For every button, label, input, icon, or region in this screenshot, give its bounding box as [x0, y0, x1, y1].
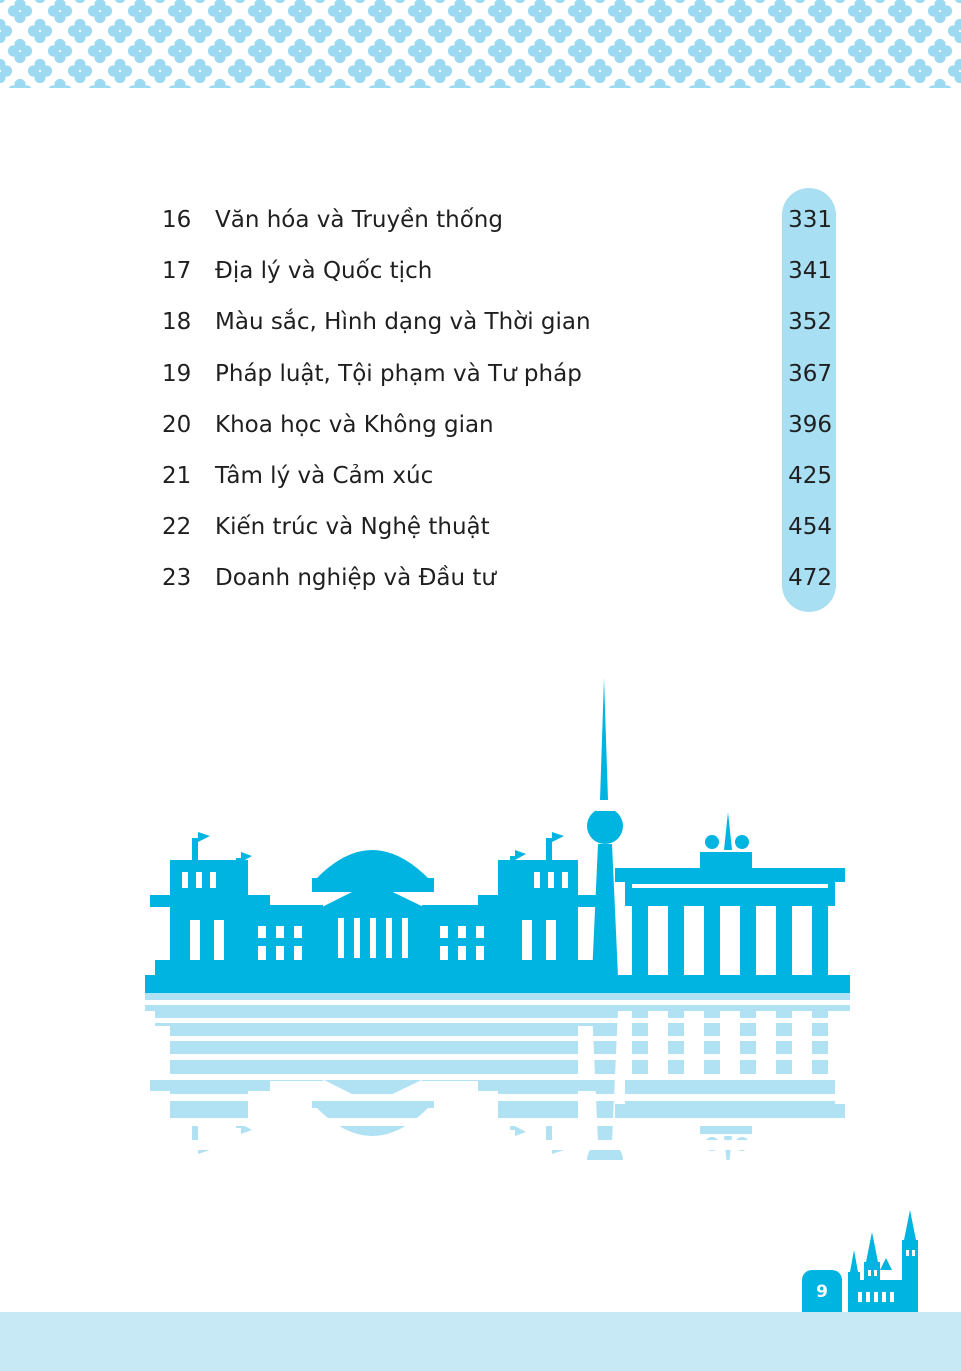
chapter-title: Kiến trúc và Nghệ thuật: [215, 514, 490, 540]
chapter-title: Màu sắc, Hình dạng và Thời gian: [215, 309, 591, 335]
chapter-number: 20: [162, 412, 192, 438]
footer-band: [0, 1312, 961, 1371]
chapter-title: Pháp luật, Tội phạm và Tư pháp: [215, 361, 582, 387]
chapter-page: 396: [788, 412, 832, 438]
chapter-page: 331: [788, 207, 832, 233]
chapter-page: 454: [788, 514, 832, 540]
toc-entry[interactable]: [0, 558, 961, 598]
toc-entry[interactable]: [0, 251, 961, 291]
chapter-number: 18: [162, 309, 192, 335]
page-number-badge: 9: [802, 1270, 842, 1312]
chapter-page: 341: [788, 258, 832, 284]
table-of-contents: [0, 0, 961, 640]
toc-entry[interactable]: [0, 456, 961, 496]
chapter-page: 472: [788, 565, 832, 591]
chapter-number: 16: [162, 207, 192, 233]
toc-entry[interactable]: [0, 405, 961, 445]
chapter-title: Văn hóa và Truyền thống: [215, 207, 503, 233]
chapter-page: 367: [788, 361, 832, 387]
toc-entry[interactable]: [0, 302, 961, 342]
chapter-number: 19: [162, 361, 192, 387]
chapter-number: 22: [162, 514, 192, 540]
chapter-page: 352: [788, 309, 832, 335]
toc-entry[interactable]: [0, 354, 961, 394]
chapter-title: Địa lý và Quốc tịch: [215, 258, 433, 284]
chapter-number: 17: [162, 258, 192, 284]
toc-entry[interactable]: [0, 507, 961, 547]
chapter-title: Khoa học và Không gian: [215, 412, 494, 438]
berlin-skyline-icon: [140, 675, 850, 1175]
chapter-title: Tâm lý và Cảm xúc: [215, 463, 434, 489]
chapter-title: Doanh nghiệp và Đầu tư: [215, 565, 496, 591]
chapter-page: 425: [788, 463, 832, 489]
chapter-number: 21: [162, 463, 192, 489]
toc-entry[interactable]: [0, 200, 961, 240]
gothic-towers-icon: [846, 1208, 920, 1312]
chapter-number: 23: [162, 565, 192, 591]
